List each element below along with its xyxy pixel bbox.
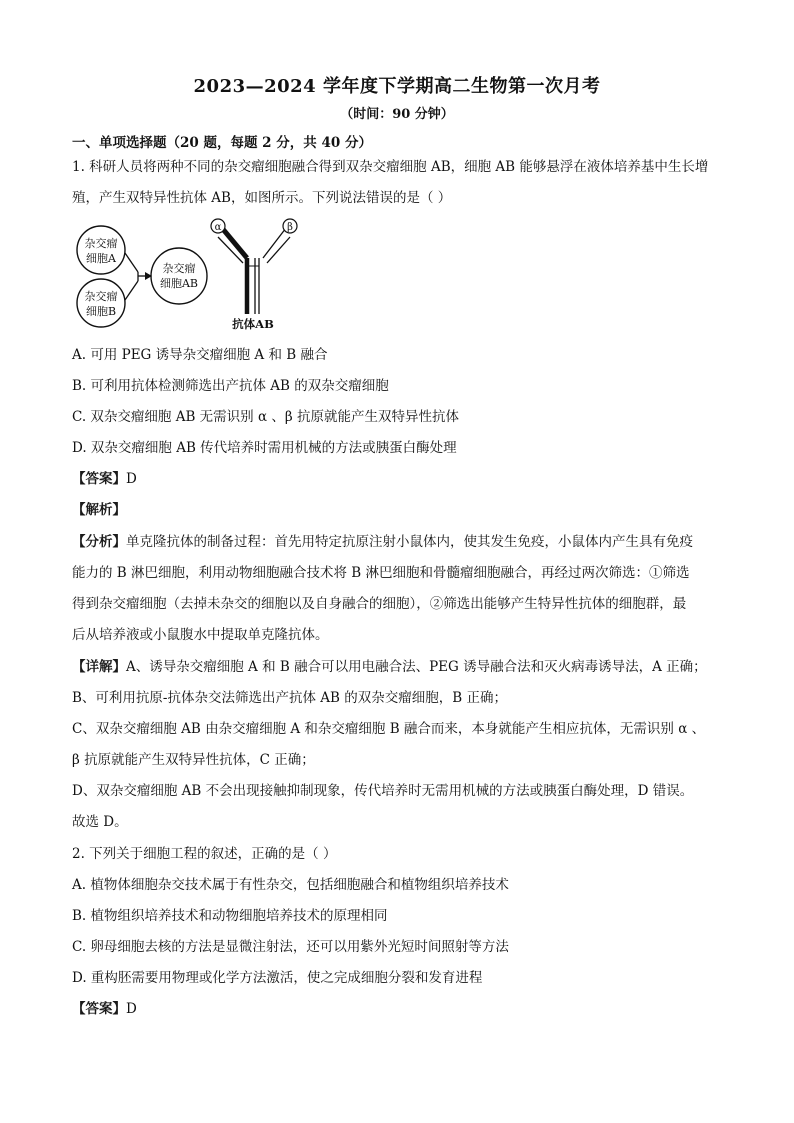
cell-a-label-1: 杂交瘤: [84, 237, 118, 250]
cell-b-label-2: 细胞B: [85, 305, 117, 318]
cell-b-circle: [77, 279, 125, 327]
q1-detail-line6: 故选 D。: [72, 814, 128, 830]
q1-detail-line2: B、可利用抗原-抗体杂交法筛选出产抗体 AB 的双杂交瘤细胞，B 正确；: [72, 690, 507, 706]
q2-option-a: A. 植物体细胞杂交技术属于有性杂交，包括细胞融合和植物组织培养技术: [72, 877, 509, 893]
alpha-label: α: [214, 222, 222, 233]
cell-a-label-2: 细胞A: [86, 252, 116, 265]
q1-antibody-figure: [72, 216, 332, 334]
cell-ab-circle: [151, 248, 207, 304]
q1-option-a: A. 可用 PEG 诱导杂交瘤细胞 A 和 B 融合: [72, 347, 328, 363]
q1-fenxi-line2: 能力的 B 淋巴细胞，利用动物细胞融合技术将 B 淋巴细胞和骨髓瘤细胞融合，再经过两次筛选：①筛选: [72, 565, 690, 581]
q1-detail-line5: D、双杂交瘤细胞 AB 不会出现接触抑制现象，传代培养时无需用机械的方法或胰蛋白酶处理，D 错误。: [72, 783, 694, 799]
antibody-label: 抗体AB: [232, 317, 274, 331]
fenxi-text-1: 单克隆抗体的制备过程：首先用特定抗原注射小鼠体内，使其发生免疫，小鼠体内产生具有免疫: [126, 534, 693, 550]
q1-stem-line2: 殖，产生双特异性抗体 AB，如图所示。下列说法错误的是（ ）: [72, 190, 452, 206]
answer-value: D: [126, 1001, 137, 1017]
section-heading: 一、单项选择题（20 题，每题 2 分，共 40 分）: [72, 135, 372, 151]
q1-fenxi-line1: [72, 532, 732, 552]
q2-stem: 2. 下列关于细胞工程的叙述，正确的是（ ）: [72, 846, 337, 862]
answer-tag: 【答案】: [72, 1001, 126, 1017]
q1-detail-line4: β 抗原就能产生双特异性抗体，C 正确；: [72, 752, 315, 768]
q1-detail-line3: C、双杂交瘤细胞 AB 由杂交瘤细胞 A 和杂交瘤细胞 B 融合而来，本身就能产生相应抗体，无需识别 α 、: [72, 721, 706, 737]
q1-option-d: D. 双杂交瘤细胞 AB 传代培养时需用机械的方法或胰蛋白酶处理: [72, 440, 457, 456]
detail-tag: 【详解】: [72, 659, 126, 675]
page-title: 2023—2024 学年度下学期高二生物第一次月考: [193, 76, 601, 97]
q1-detail-line1: [72, 657, 732, 677]
cell-a-circle: [77, 226, 125, 274]
q2-option-c: C. 卵母细胞去核的方法是显微注射法，还可以用紫外光短时间照射等方法: [72, 939, 509, 955]
q1-analysis-heading: [72, 500, 732, 520]
q1-option-b: B. 可利用抗体检测筛选出产抗体 AB 的双杂交瘤细胞: [72, 378, 389, 394]
cell-ab-label-1: 杂交瘤: [162, 262, 196, 275]
q2-option-b: B. 植物组织培养技术和动物细胞培养技术的原理相同: [72, 908, 388, 924]
fenxi-tag: 【分析】: [72, 534, 126, 550]
q1-fenxi-line4: 后从培养液或小鼠腹水中提取单克隆抗体。: [72, 627, 329, 643]
q1-stem-line1: 1. 科研人员将两种不同的杂交瘤细胞融合得到双杂交瘤细胞 AB，细胞 AB 能够悬浮在液体培养基中生长增: [72, 159, 709, 175]
analysis-tag: 【解析】: [72, 502, 126, 518]
beta-label: β: [287, 222, 293, 233]
antibody-ab-diagram: [211, 219, 297, 314]
q1-answer: [72, 469, 732, 489]
q1-fenxi-line3: 得到杂交瘤细胞（去掉未杂交的细胞以及自身融合的细胞），②筛选出能够产生特异性抗体的细胞群，最: [72, 596, 687, 612]
cell-b-label-1: 杂交瘤: [84, 290, 118, 303]
detail-text-1: A、诱导杂交瘤细胞 A 和 B 融合可以用电融合法、PEG 诱导融合法和灭火病毒诱导法，A 正确；: [126, 659, 707, 675]
answer-value: D: [126, 471, 137, 487]
q1-option-c: C. 双杂交瘤细胞 AB 无需识别 α 、β 抗原就能产生双特异性抗体: [72, 409, 459, 425]
exam-duration: （时间：90 分钟）: [340, 107, 454, 122]
cell-ab-label-2: 细胞AB: [159, 277, 199, 290]
answer-tag: 【答案】: [72, 471, 126, 487]
q2-answer: [72, 999, 732, 1019]
q2-option-d: D. 重构胚需要用物理或化学方法激活，使之完成细胞分裂和发育进程: [72, 970, 483, 986]
